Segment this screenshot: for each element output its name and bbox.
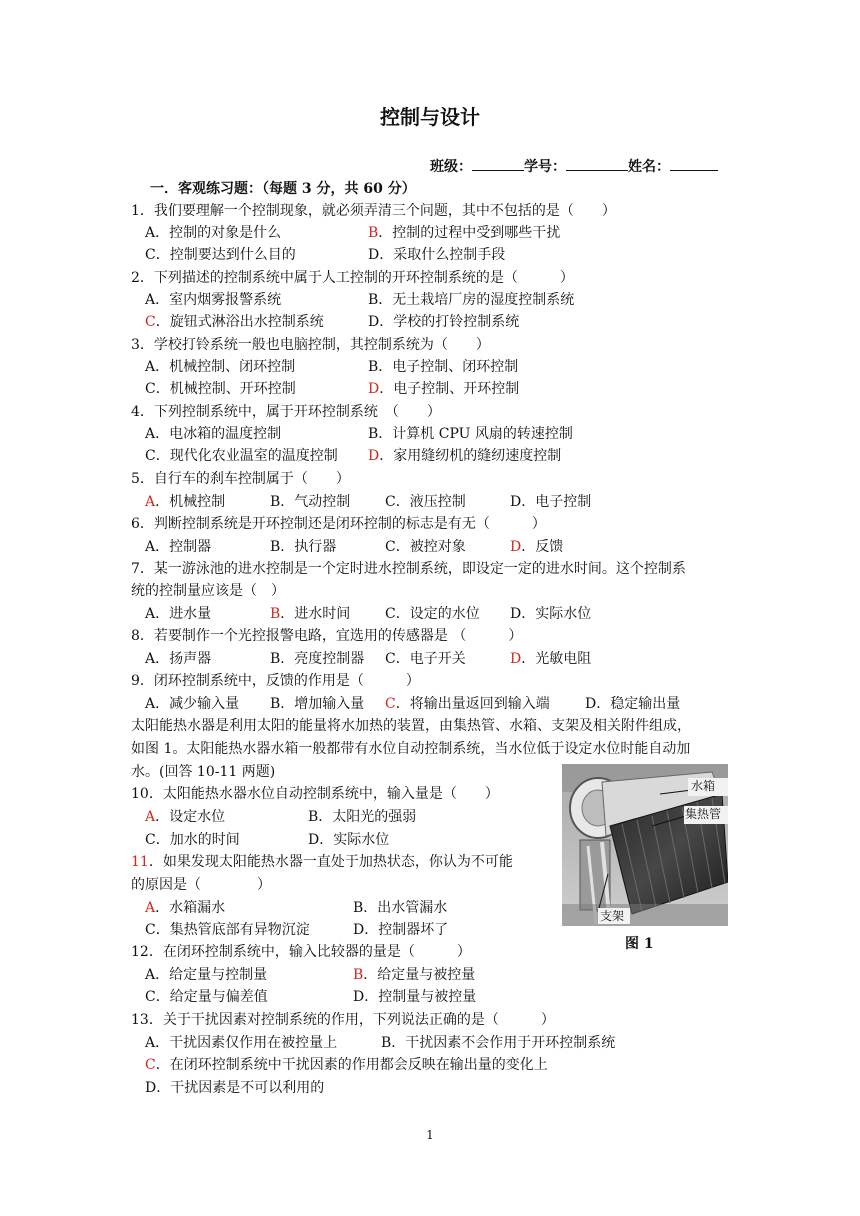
q3-option-a: A．机械控制、闭环控制 <box>145 359 296 375</box>
question-8-stem: 8．若要制作一个光控报警电路，宜选用的传感器是 （ ） <box>131 628 523 644</box>
passage-line-2: 如图 1。太阳能热水器水箱一般都带有水位自动控制系统，当水位低于设定水位时能自动加 <box>131 741 691 757</box>
q1-option-d: D．采取什么控制手段 <box>368 247 506 263</box>
q1-option-c: C．控制要达到什么目的 <box>145 247 296 263</box>
q13-option-b: B．干扰因素不会作用于开环控制系统 <box>381 1035 616 1051</box>
q7-answer-key: B <box>270 606 281 622</box>
question-11-stem-cont: 的原因是（ ） <box>131 877 271 893</box>
q12-option-d: D．控制量与被控量 <box>353 989 477 1005</box>
q4-option-c: C．现代化农业温室的温度控制 <box>145 448 338 464</box>
question-12-stem: 12．在闭环控制系统中，输入比较器的量是（ ） <box>131 944 471 960</box>
solar-water-heater-photo <box>562 764 728 926</box>
question-2-stem: 2．下列描述的控制系统中属于人工控制的开环控制系统的是（ ） <box>131 270 574 286</box>
q1-answer-key: B <box>368 225 379 241</box>
q11-option-d: D．控制器坏了 <box>353 922 449 938</box>
q10-answer-key: A <box>145 809 156 825</box>
q13-answer-key: C <box>145 1057 156 1073</box>
q8-option-a: A．扬声器 <box>145 651 212 667</box>
q5-option-c: C．液压控制 <box>385 494 466 510</box>
question-4-stem: 4．下列控制系统中，属于开环控制系统 （ ） <box>131 404 441 420</box>
q4-option-a: A．电冰箱的温度控制 <box>145 426 282 442</box>
q6-option-d: D．反馈 <box>510 539 564 555</box>
q2-option-a: A．室内烟雾报警系统 <box>145 292 282 308</box>
q5-option-a: A．机械控制 <box>145 494 226 510</box>
q8-option-b: B．亮度控制器 <box>270 651 365 667</box>
name-blank[interactable] <box>670 156 718 171</box>
q9-answer-key: C <box>385 696 396 712</box>
q1-option-a: A．控制的对象是什么 <box>145 225 282 241</box>
q7-option-a: A．进水量 <box>145 606 212 622</box>
q2-option-c: C．旋钮式淋浴出水控制系统 <box>145 314 324 330</box>
q12-answer-key: B <box>353 967 364 983</box>
q6-option-a: A．控制器 <box>145 539 212 555</box>
q8-option-d: D．光敏电阻 <box>510 651 592 667</box>
page-number: 1 <box>426 1128 434 1142</box>
q6-answer-key: D <box>510 539 522 555</box>
page-title: 控制与设计 <box>380 105 480 129</box>
question-9-stem: 9．闭环控制系统中，反馈的作用是（ ） <box>131 673 420 689</box>
question-5-stem: 5．自行车的刹车控制属于（ ） <box>131 471 350 487</box>
question-7-stem: 7．某一游泳池的进水控制是一个定时进水控制系统，即设定一定的进水时间。这个控制系 <box>131 561 686 577</box>
q9-option-c: C．将输出量返回到输入端 <box>385 696 550 712</box>
q11-number: 11 <box>131 854 149 870</box>
q6-option-c: C．被控对象 <box>385 539 466 555</box>
q10-option-a: A．设定水位 <box>145 809 226 825</box>
question-7-stem-cont: 统的控制量应该是（ ） <box>131 583 285 599</box>
q9-option-d: D．稳定输出量 <box>585 696 681 712</box>
student-id-label: 学号： <box>524 159 566 175</box>
passage-line-1: 太阳能热水器是利用太阳的能量将水加热的装置，由集热管、水箱、支架及相关附件组成， <box>131 718 691 734</box>
q11-option-c: C．集热管底部有异物沉淀 <box>145 922 310 938</box>
q12-option-a: A．给定量与控制量 <box>145 967 268 983</box>
label-water-tank: 水箱 <box>691 779 716 793</box>
question-11-stem: 11．如果发现太阳能热水器一直处于加热状态，你认为不可能 <box>131 854 513 870</box>
q12-option-c: C．给定量与偏差值 <box>145 989 268 1005</box>
q3-answer-key: D <box>368 381 380 397</box>
q10-option-d: D．实际水位 <box>308 832 390 848</box>
q11-answer-key: A <box>145 900 156 916</box>
name-label: 姓名： <box>628 159 670 175</box>
q12-option-b: B．给定量与被控量 <box>353 967 476 983</box>
q5-option-d: D．电子控制 <box>510 494 592 510</box>
passage-line-3: 水。(回答 10-11 两题) <box>131 764 276 780</box>
q7-option-b: B．进水时间 <box>270 606 351 622</box>
label-collector-tube: 集热管 <box>685 807 722 821</box>
q9-option-b: B．增加输入量 <box>270 696 365 712</box>
q7-option-d: D．实际水位 <box>510 606 592 622</box>
q3-option-b: B．电子控制、闭环控制 <box>368 359 519 375</box>
q9-option-a: A．减少输入量 <box>145 696 240 712</box>
q11-option-b: B．出水管漏水 <box>353 900 448 916</box>
q5-answer-key: A <box>145 494 156 510</box>
q3-option-d: D．电子控制、开环控制 <box>368 381 520 397</box>
student-id-blank[interactable] <box>566 156 628 171</box>
student-info-header <box>430 156 718 178</box>
q10-option-b: B．太阳光的强弱 <box>308 809 417 825</box>
class-label: 班级： <box>430 159 472 175</box>
q11-option-a: A．水箱漏水 <box>145 900 226 916</box>
question-13-option-d: D．干扰因素是不可以利用的 <box>145 1080 325 1096</box>
q2-option-b: B．无土栽培厂房的湿度控制系统 <box>368 292 575 308</box>
label-stand: 支架 <box>600 909 625 923</box>
q7-option-c: C．设定的水位 <box>385 606 480 622</box>
question-13-option-c: C．在闭环控制系统中干扰因素的作用都会反映在输出量的变化上 <box>145 1057 548 1073</box>
question-6-stem: 6．判断控制系统是开环控制还是闭环控制的标志是有无（ ） <box>131 516 546 532</box>
q2-option-d: D．学校的打铃控制系统 <box>368 314 520 330</box>
q8-answer-key: D <box>510 651 522 667</box>
q1-option-b: B．控制的过程中受到哪些干扰 <box>368 225 561 241</box>
figure-1-caption: 图 1 <box>625 936 654 952</box>
class-blank[interactable] <box>472 156 524 171</box>
q10-option-c: C．加水的时间 <box>145 832 240 848</box>
q4-option-b: B．计算机 CPU 风扇的转速控制 <box>368 426 573 442</box>
q6-option-b: B．执行器 <box>270 539 337 555</box>
q4-option-d: D．家用缝纫机的缝纫速度控制 <box>368 448 562 464</box>
q8-option-c: C．电子开关 <box>385 651 466 667</box>
q2-answer-key: C <box>145 314 156 330</box>
q4-answer-key: D <box>368 448 380 464</box>
q5-option-b: B．气动控制 <box>270 494 351 510</box>
q13-option-a: A．干扰因素仅作用在被控量上 <box>145 1035 338 1051</box>
question-3-stem: 3．学校打铃系统一般也电脑控制，其控制系统为（ ） <box>131 337 490 353</box>
section-title: 一．客观练习题：（每题 3 分，共 60 分） <box>150 181 416 197</box>
question-10-stem: 10．太阳能热水器水位自动控制系统中，输入量是（ ） <box>131 786 499 802</box>
question-13-stem: 13．关于干扰因素对控制系统的作用，下列说法正确的是（ ） <box>131 1012 555 1028</box>
question-1-stem: 1．我们要理解一个控制现象，就必须弄清三个问题，其中不包括的是（ ） <box>131 203 616 219</box>
q3-option-c: C．机械控制、开环控制 <box>145 381 296 397</box>
